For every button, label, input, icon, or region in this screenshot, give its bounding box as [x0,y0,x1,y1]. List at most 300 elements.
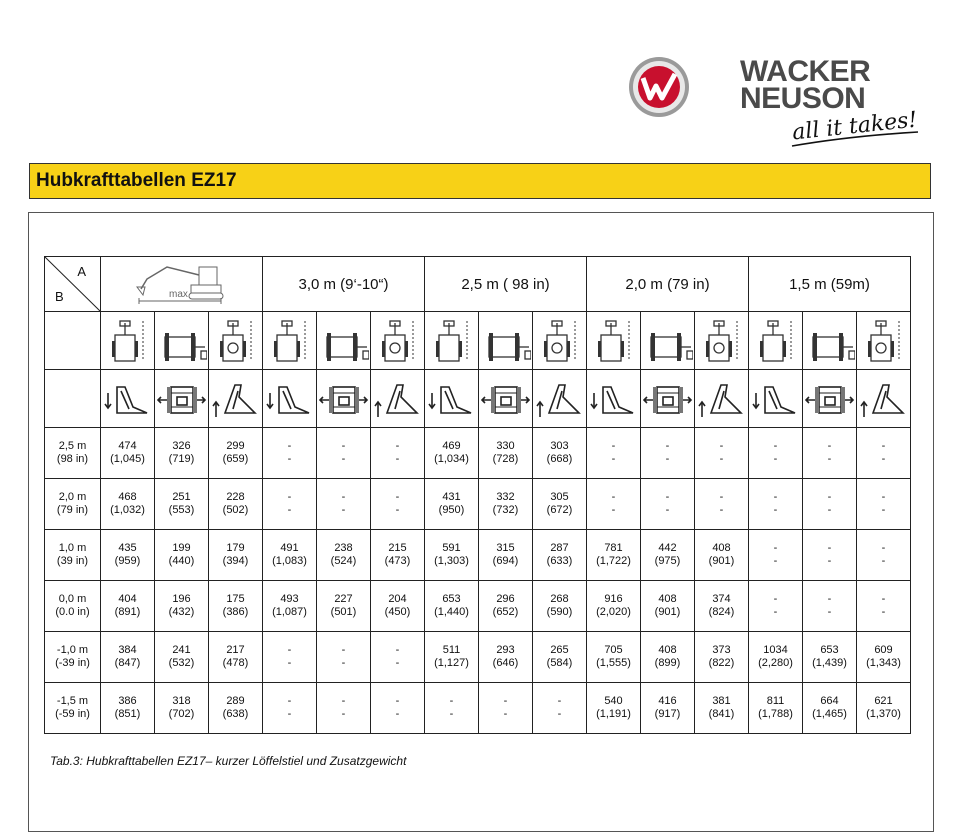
value-cell [263,581,317,632]
height-in: (39 in) [56,555,89,567]
lift-up-icon [697,379,747,419]
wacker-neuson-w-icon [628,56,690,118]
orientation-cell [587,312,641,370]
value-cell [695,581,749,632]
corner-cell-ab [45,257,101,312]
value-kg: 811 [766,695,785,707]
value-kg: 315 [496,542,515,554]
value-kg: - [773,593,778,605]
value-kg: - [503,695,508,707]
value-lb: - [449,708,454,720]
load-direction-cell [371,370,425,428]
value-lb: - [881,606,886,618]
value-cell [317,581,371,632]
value-cell [263,530,317,581]
value-cell [641,530,695,581]
value-lb: - [827,453,832,465]
value-lb: (975) [654,555,681,567]
load-direction-cell [263,370,317,428]
value-kg: 431 [442,491,461,503]
value-lb: (1,343) [866,657,901,669]
value-cell [479,428,533,479]
value-lb: (1,788) [758,708,793,720]
height-in: (79 in) [56,504,89,516]
brand-line-2: NEUSON [740,82,866,115]
value-cell [803,530,857,581]
orientation-cell [803,312,857,370]
value-kg: - [773,491,778,503]
value-lb: (1,127) [434,657,469,669]
value-kg: 435 [118,542,137,554]
value-kg: 251 [172,491,191,503]
value-lb: - [611,504,616,516]
value-kg: - [827,440,832,452]
value-cell [101,581,155,632]
value-kg: - [395,491,400,503]
value-lb: (822) [708,657,735,669]
header-row-radius [45,257,911,312]
value-kg: 238 [334,542,353,554]
value-cell [749,632,803,683]
value-kg: - [773,440,778,452]
table-row [45,530,911,581]
value-kg: 609 [874,644,893,656]
value-kg: 305 [550,491,569,503]
value-cell [479,683,533,734]
orientation-cell [479,312,533,370]
orientation-cell [101,312,155,370]
value-lb: (502) [222,504,249,516]
value-cell [101,479,155,530]
value-lb: (917) [654,708,681,720]
value-kg: - [395,440,400,452]
value-kg: - [287,440,292,452]
height-m: 1,0 m [58,542,87,554]
height-m: 2,5 m [58,440,87,452]
load-direction-cell [317,370,371,428]
value-kg: 416 [658,695,677,707]
value-lb: (668) [546,453,573,465]
value-cell [155,683,209,734]
diagonal-line-icon [45,257,101,312]
value-kg: - [881,542,886,554]
value-kg: 318 [172,695,191,707]
value-lb: (590) [546,606,573,618]
height-in: (98 in) [56,453,89,465]
lift-down-icon [589,379,639,419]
lift-sideways-icon [805,379,855,419]
value-kg: 474 [118,440,137,452]
icon-row-load-direction [45,370,911,428]
value-lb: (450) [384,606,411,618]
value-kg: 916 [604,593,623,605]
value-lb: - [773,606,778,618]
value-lb: - [395,657,400,669]
value-kg: 293 [496,644,515,656]
value-lb: - [665,504,670,516]
value-kg: 1034 [763,644,788,656]
brand-name [740,55,871,115]
value-kg: 621 [874,695,893,707]
table-row [45,683,911,734]
value-cell [425,479,479,530]
orientation-cell [857,312,911,370]
height-cell [45,683,101,734]
value-cell [587,632,641,683]
value-lb: - [287,657,292,669]
value-lb: (702) [168,708,195,720]
value-cell [371,581,425,632]
value-cell [533,479,587,530]
value-kg: 442 [658,542,677,554]
value-kg: - [881,593,886,605]
value-lb: - [827,555,832,567]
value-kg: 330 [496,440,515,452]
value-lb: - [395,504,400,516]
value-kg: 217 [226,644,245,656]
lift-sideways-icon [157,379,207,419]
value-kg: 268 [550,593,569,605]
load-direction-cell [155,370,209,428]
value-kg: 664 [820,695,839,707]
value-lb: (719) [168,453,195,465]
value-kg: 491 [280,542,299,554]
value-lb: (386) [222,606,249,618]
value-lb: (633) [546,555,573,567]
value-kg: - [719,491,724,503]
excavator-side-view-icon [319,317,369,365]
load-direction-cell [533,370,587,428]
value-lb: (841) [708,708,735,720]
value-cell [155,479,209,530]
lift-down-icon [427,379,477,419]
value-cell [209,632,263,683]
value-lb: (899) [654,657,681,669]
value-kg: - [665,440,670,452]
value-kg: 386 [118,695,137,707]
value-cell [803,479,857,530]
value-kg: - [395,644,400,656]
value-kg: 511 [442,644,461,656]
value-cell [641,683,695,734]
orientation-cell [425,312,479,370]
value-cell [155,530,209,581]
lift-sideways-icon [481,379,531,419]
value-kg: 374 [712,593,731,605]
value-lb: (553) [168,504,195,516]
value-cell [749,581,803,632]
value-lb: - [773,555,778,567]
height-m: 0,0 m [58,593,87,605]
excavator-side-view-icon [805,317,855,365]
excavator-front-view-icon [265,317,315,365]
value-kg: 468 [118,491,137,503]
value-lb: (1,032) [110,504,145,516]
value-kg: - [611,491,616,503]
value-cell [263,632,317,683]
value-kg: 303 [550,440,569,452]
value-kg: - [611,440,616,452]
value-kg: - [341,695,346,707]
load-direction-cell [641,370,695,428]
value-lb: (659) [222,453,249,465]
value-lb: (2,280) [758,657,793,669]
value-kg: 227 [334,593,353,605]
height-m: -1,5 m [56,695,89,707]
value-kg: - [881,491,886,503]
table-row [45,632,911,683]
value-cell [803,683,857,734]
value-cell [371,428,425,479]
value-lb: - [881,504,886,516]
excavator-side-view-icon [643,317,693,365]
value-lb: - [287,453,292,465]
height-m: 2,0 m [58,491,87,503]
value-lb: (440) [168,555,195,567]
value-lb: (732) [492,504,519,516]
title-bar [29,163,931,199]
load-direction-cell [857,370,911,428]
value-cell [857,428,911,479]
orientation-cell [533,312,587,370]
lift-down-icon [751,379,801,419]
value-cell [263,683,317,734]
value-cell [209,428,263,479]
radius-header-3m: 3,0 m (9‘-10“) [263,257,425,312]
wacker-neuson-logo [620,50,920,155]
value-cell [695,683,749,734]
height-m: -1,0 m [56,644,89,656]
value-cell [101,428,155,479]
orientation-cell [749,312,803,370]
value-kg: - [827,593,832,605]
value-lb: (1,370) [866,708,901,720]
value-cell [101,632,155,683]
value-kg: - [287,695,292,707]
height-cell [45,428,101,479]
value-cell [371,479,425,530]
value-lb: (524) [330,555,357,567]
value-lb: (2,020) [596,606,631,618]
value-cell [317,530,371,581]
value-lb: - [341,708,346,720]
table-caption: Tab.3: Hubkrafttabellen EZ17– kurzer Löffelstiel und Zusatzgewicht [50,754,407,768]
value-cell [749,479,803,530]
value-cell [641,581,695,632]
value-lb: - [287,708,292,720]
value-kg: 326 [172,440,191,452]
value-lb: (478) [222,657,249,669]
value-lb: (1,303) [434,555,469,567]
value-kg: 381 [712,695,731,707]
value-cell [425,632,479,683]
value-kg: - [773,542,778,554]
excavator-rear-view-icon [535,317,585,365]
value-lb: (432) [168,606,195,618]
excavator-rear-view-icon [211,317,261,365]
value-cell [587,479,641,530]
radius-header-2-5m: 2,5 m ( 98 in) [425,257,587,312]
value-cell [749,428,803,479]
value-kg: 175 [226,593,245,605]
value-cell [641,632,695,683]
lift-down-icon [103,379,153,419]
lift-up-icon [859,379,909,419]
orientation-cell [695,312,749,370]
value-lb: - [395,453,400,465]
value-lb: (901) [654,606,681,618]
value-lb: (1,191) [596,708,631,720]
value-kg: - [341,644,346,656]
value-cell [749,530,803,581]
value-cell [587,683,641,734]
load-direction-cell [209,370,263,428]
value-cell [587,581,641,632]
value-kg: 199 [172,542,191,554]
value-lb: - [287,504,292,516]
value-cell [857,683,911,734]
value-kg: - [719,440,724,452]
value-lb: (646) [492,657,519,669]
value-kg: - [557,695,562,707]
value-lb: (638) [222,708,249,720]
value-lb: (1,722) [596,555,631,567]
value-lb: (394) [222,555,249,567]
value-cell [425,581,479,632]
height-cell [45,530,101,581]
value-cell [695,530,749,581]
value-kg: 296 [496,593,515,605]
value-cell [479,530,533,581]
value-lb: (824) [708,606,735,618]
value-kg: 179 [226,542,245,554]
value-cell [857,581,911,632]
height-cell [45,479,101,530]
load-direction-cell [479,370,533,428]
value-lb: (584) [546,657,573,669]
value-cell [695,479,749,530]
value-lb: (532) [168,657,195,669]
value-lb: - [395,708,400,720]
value-cell [209,683,263,734]
label-a: A [77,264,86,279]
value-cell [209,530,263,581]
value-cell [425,530,479,581]
brand-line-1: WACKER [740,55,871,88]
value-kg: 408 [712,542,731,554]
value-cell [803,428,857,479]
load-direction-cell [425,370,479,428]
value-kg: 591 [442,542,461,554]
excavator-rear-view-icon [859,317,909,365]
value-kg: - [395,695,400,707]
orientation-cell [263,312,317,370]
value-cell [641,479,695,530]
value-kg: 265 [550,644,569,656]
value-cell [155,632,209,683]
value-cell [587,428,641,479]
icon-row-orientation [45,312,911,370]
value-cell [533,428,587,479]
height-in: (0.0 in) [55,606,90,618]
page-title: Hubkrafttabellen EZ17 [36,170,237,191]
value-cell [533,581,587,632]
load-direction-cell [749,370,803,428]
value-kg: 196 [172,593,191,605]
value-cell [155,581,209,632]
value-cell [101,530,155,581]
value-lb: (1,465) [812,708,847,720]
empty-cell [45,370,101,428]
value-kg: - [287,491,292,503]
value-kg: 493 [280,593,299,605]
value-cell [317,479,371,530]
lift-sideways-icon [319,379,369,419]
value-cell [695,428,749,479]
height-cell [45,632,101,683]
load-direction-cell [101,370,155,428]
lift-sideways-icon [643,379,693,419]
value-cell [587,530,641,581]
value-kg: - [881,440,886,452]
value-cell [857,632,911,683]
value-cell [371,530,425,581]
value-kg: 299 [226,440,245,452]
value-lb: - [827,504,832,516]
value-lb: - [341,657,346,669]
lift-up-icon [211,379,261,419]
value-lb: (1,083) [272,555,307,567]
height-in: (-59 in) [55,708,90,720]
value-kg: 332 [496,491,515,503]
value-lb: (1,034) [434,453,469,465]
value-kg: 404 [118,593,137,605]
value-kg: - [665,491,670,503]
value-lb: (950) [438,504,465,516]
value-cell [479,479,533,530]
value-lb: (1,555) [596,657,631,669]
lift-capacity-table [44,256,911,734]
value-kg: 408 [658,593,677,605]
radius-header-1-5m: 1,5 m (59m) [749,257,911,312]
value-lb: (728) [492,453,519,465]
value-kg: 384 [118,644,137,656]
value-cell [371,683,425,734]
value-cell [317,683,371,734]
value-kg: - [341,491,346,503]
value-lb: (1,087) [272,606,307,618]
value-lb: - [341,453,346,465]
value-lb: (473) [384,555,411,567]
orientation-cell [641,312,695,370]
value-cell [803,632,857,683]
value-kg: 215 [388,542,407,554]
slogan: all it takes! [791,107,919,146]
value-cell [479,581,533,632]
value-lb: (901) [708,555,735,567]
value-cell [857,479,911,530]
value-kg: 204 [388,593,407,605]
max-reach-header [101,257,263,312]
value-lb: - [827,606,832,618]
value-kg: 228 [226,491,245,503]
value-kg: 373 [712,644,731,656]
value-kg: - [827,491,832,503]
value-cell [371,632,425,683]
value-lb: (959) [114,555,141,567]
value-cell [695,632,749,683]
radius-header-2m: 2,0 m (79 in) [587,257,749,312]
